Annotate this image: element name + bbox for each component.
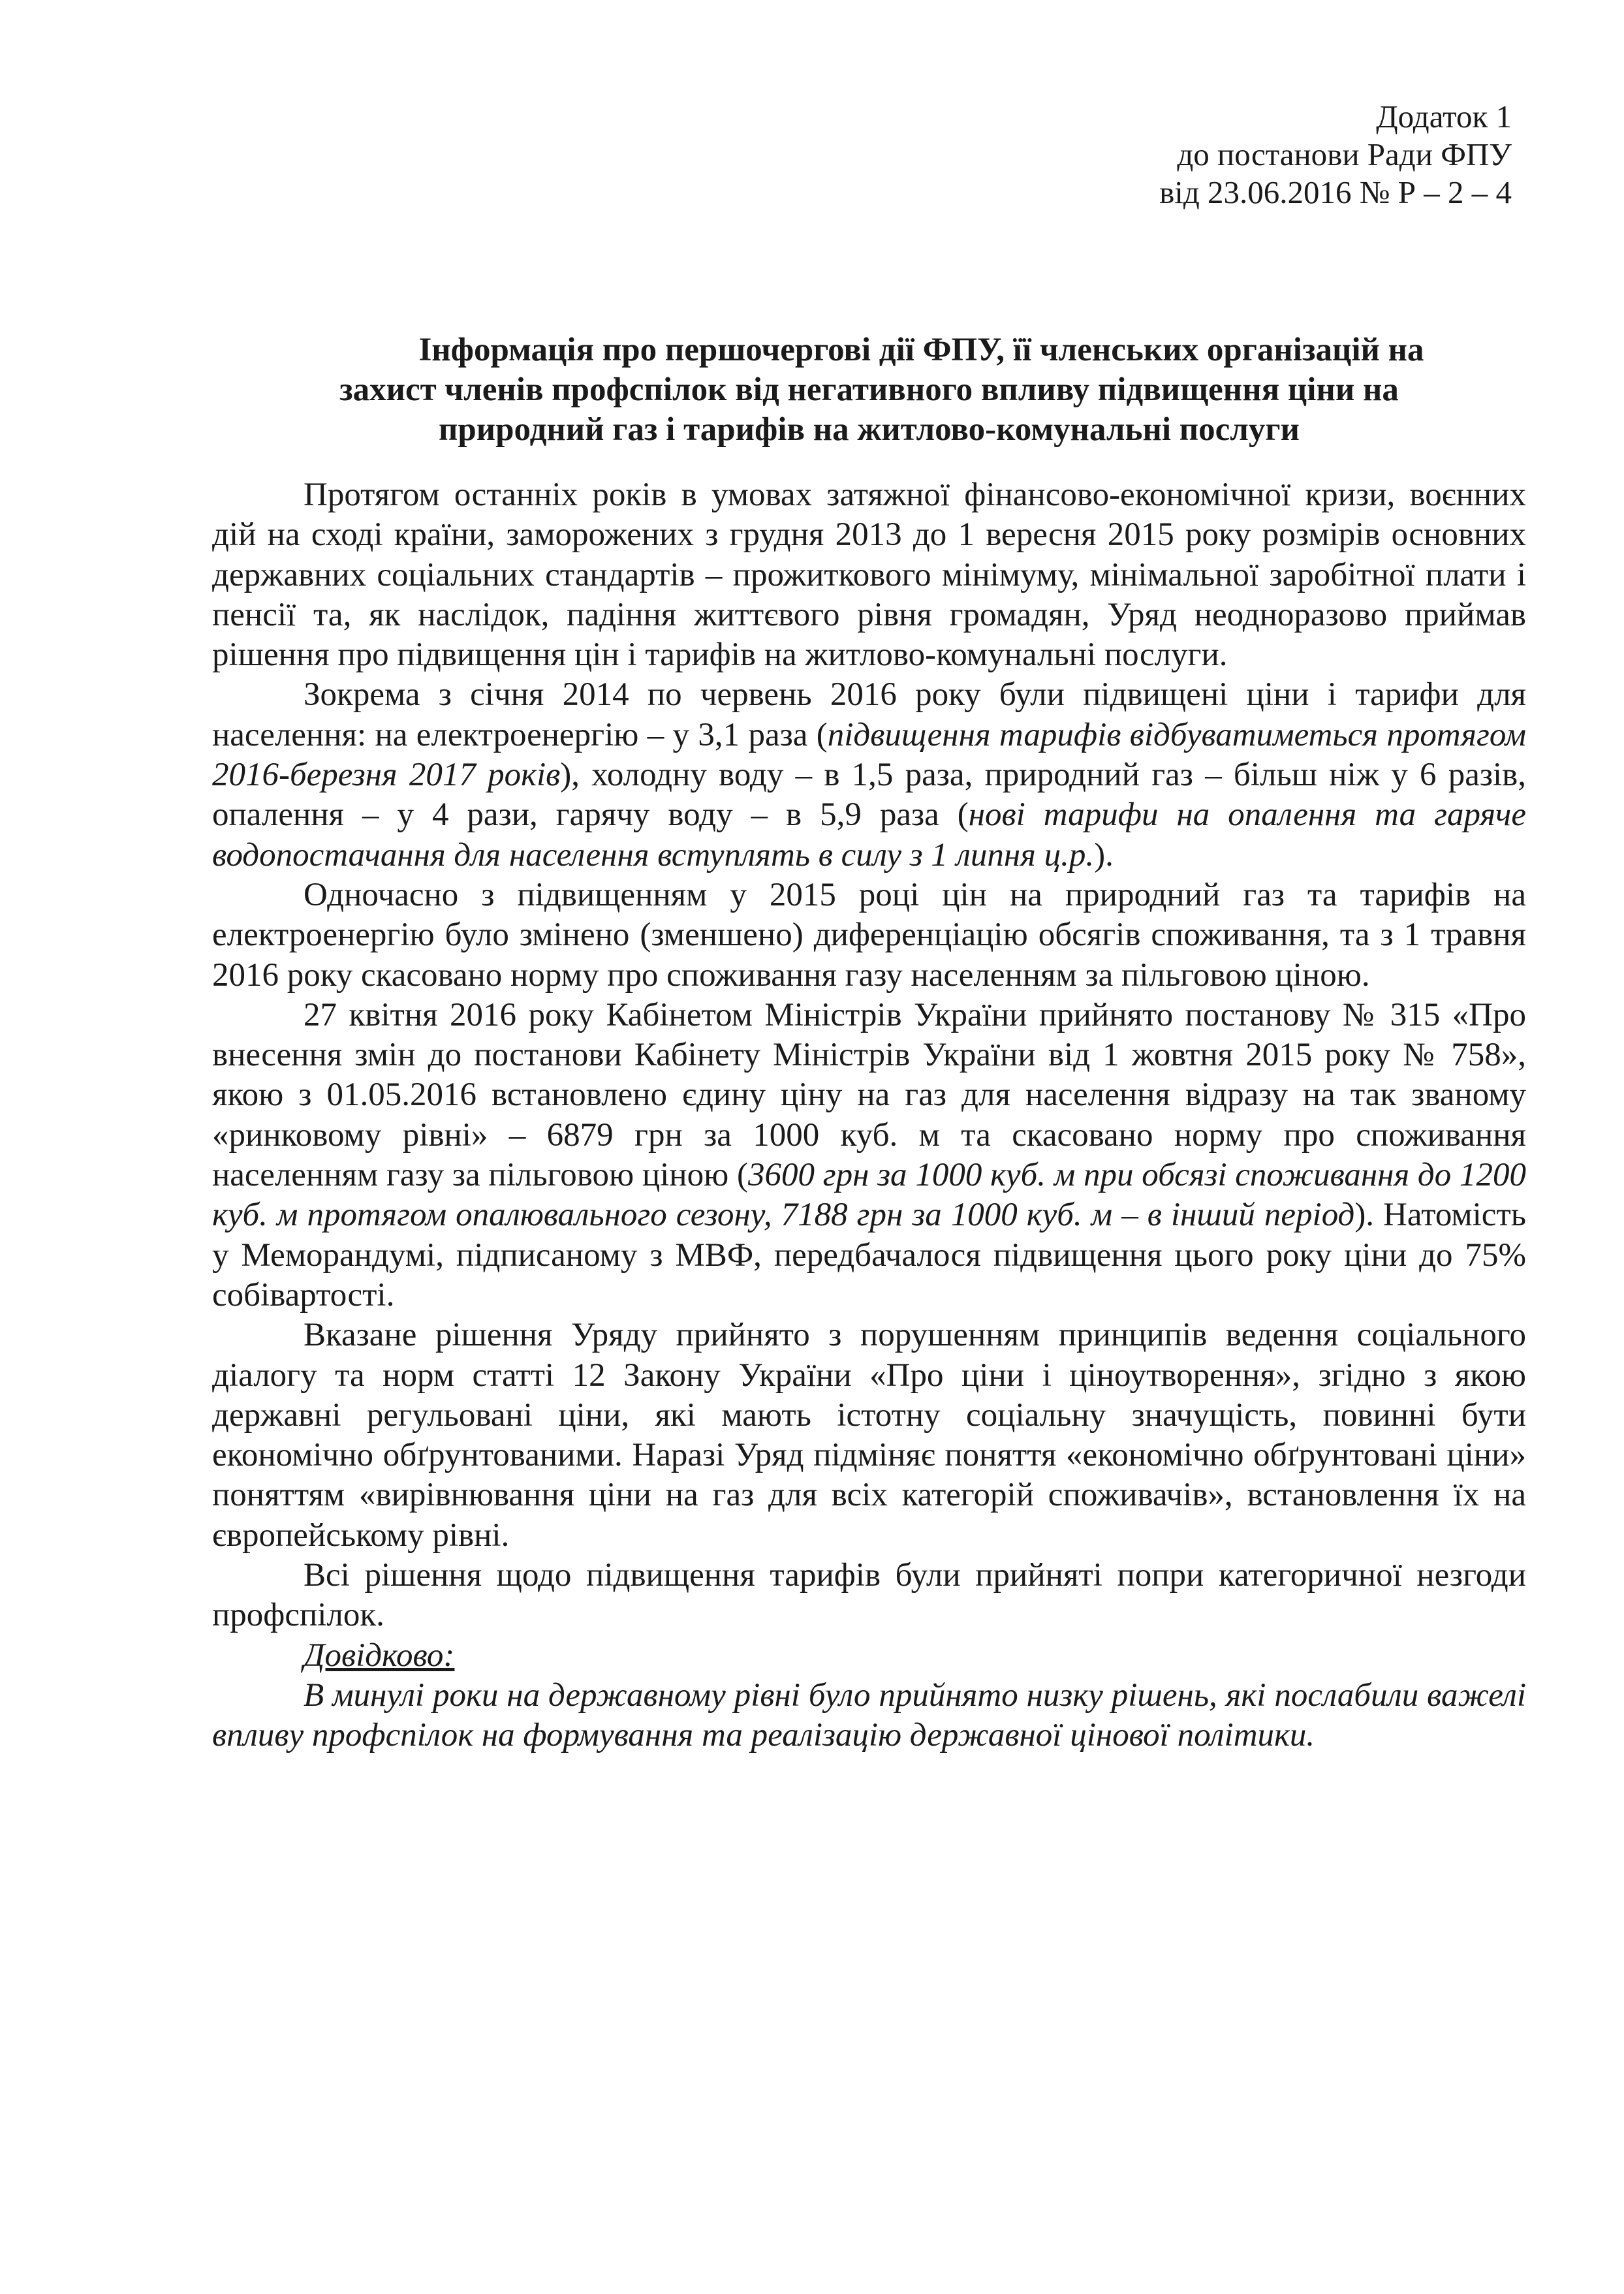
paragraph-4-text-b: ). Натомість у Меморандумі, підписаному з МВФ, передбачалося підвищення цього року ціни до 75% собівартості. (212, 1197, 1526, 1313)
appendix-line-1: Додаток 1 (1376, 99, 1512, 134)
note-label: Довідково: (304, 1637, 455, 1674)
paragraph-6: Всі рішення щодо підвищення тарифів були прийняті попри категоричної незгоди профспілок. (212, 1557, 1526, 1634)
paragraph-2-italic-b: нові тарифи на опалення та гаряче водопостачання для населення вступлять в силу з 1 липня ц.р. (212, 796, 1526, 873)
paragraph-4-text-a: 27 квітня 2016 року Кабінетом Міністрів України прийнято постанову № 315 «Про внесення змін до постанови Кабінету Міністрів України від 1 жовтня 2015 року № 758», якою з 01.05.2016 встановлено єдину ціну на газ для населення відразу на так званому «ринковому рівні» – 6879 грн за 1000 куб. м та скасовано норму про споживання населенням газу за пільговою ціною ( (212, 996, 1526, 1194)
paragraph-2-text-c: ). (1094, 836, 1114, 873)
paragraph-1: Протягом останніх років в умовах затяжної фінансово-економічної кризи, воєнних дій на сході країни, заморожених з грудня 2013 до 1 вересня 2015 року розмірів основних державних соціальних стандартів – прожиткового мінімуму, мінімальної заробітної плати і пенсії та, як наслідок, падіння життєвого рівня громадян, Уряд неодноразово приймав рішення про підвищення цін і тарифів на житлово-комунальні послуги. (212, 477, 1526, 674)
title-line-2: захист членів профспілок від негативного впливу підвищення ціни на (339, 371, 1399, 408)
paragraph-2 (212, 675, 1526, 875)
paragraph-4 (212, 996, 1526, 1315)
paragraph-2-text-b: ), холодну воду – в 1,5 раза, природний газ – більш ніж у 6 разів, опалення – у 4 рази, гарячу воду – в 5,9 раза ( (212, 757, 1526, 834)
note-paragraph: В минулі роки на державному рівні було прийнято низку рішень, які послабили важелі впливу профспілок на формування та реалізацію державної цінової політики. (212, 1676, 1526, 1754)
note-heading (212, 1636, 1526, 1676)
paragraph-5: Вказане рішення Уряду прийнято з порушенням принципів ведення соціального діалогу та норм статті 12 Закону України «Про ціни і ціноутворення», згідно з якою державні регульовані ціни, які мають істотну соціальну значущість, повинні бути економічно обґрунтованими. Наразі Уряд підміняє поняття «економічно обґрунтовані ціни» поняттям «вирівнювання ціни на газ для всіх категорій споживачів», встановлення їх на європейському рівні. (212, 1317, 1526, 1554)
title-line-3: природний газ і тарифів на житлово-комунальні послуги (439, 411, 1300, 448)
document-title (212, 330, 1526, 450)
paragraph-4-italic: 3600 грн за 1000 куб. м при обсязі споживання до 1200 куб. м протягом опалювального сезону, 7188 грн за 1000 куб. м – в інший період (212, 1157, 1526, 1234)
title-line-1: Інформація про першочергові дії ФПУ, її членських організацій на (418, 332, 1424, 368)
appendix-line-2: до постанови Ради ФПУ (1177, 136, 1512, 172)
appendix-header (212, 98, 1512, 212)
paragraph-2-text-a: Зокрема з січня 2014 по червень 2016 року були підвищені ціни і тарифи для населення: на електроенергію – у 3,1 раза ( (212, 676, 1526, 753)
paragraph-3: Одночасно з підвищенням у 2015 році цін на природний газ та тарифів на електроенергію було змінено (зменшено) диференціацію обсягів споживання, та з 1 травня 2016 року скасовано норму про споживання газу населенням за пільговою ціною. (212, 876, 1526, 994)
paragraph-2-italic-a: підвищення тарифів відбуватиметься протягом 2016-березня 2017 років (212, 716, 1526, 794)
appendix-line-3: від 23.06.2016 № Р – 2 – 4 (1159, 174, 1512, 210)
document-body (212, 475, 1526, 1756)
